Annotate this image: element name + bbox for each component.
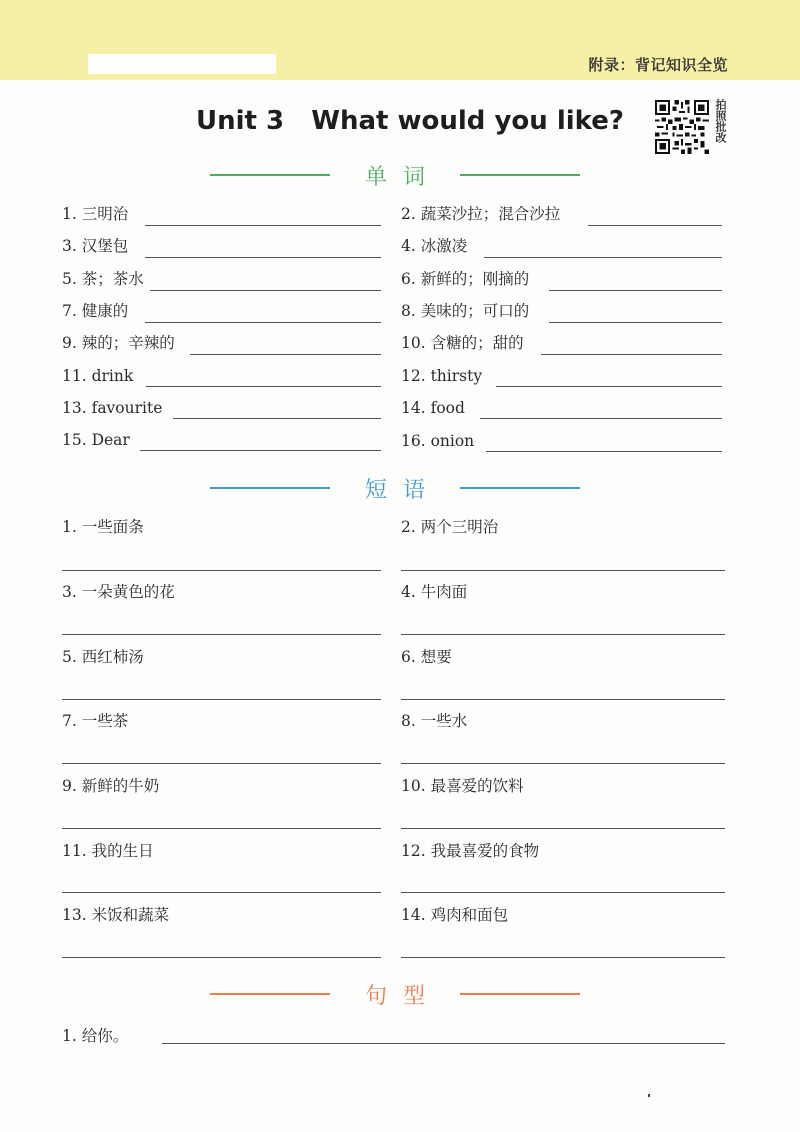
- word-answer-line[interactable]: [145, 322, 381, 323]
- phrase-answer-line[interactable]: [62, 957, 381, 958]
- word-answer-line[interactable]: [480, 418, 722, 419]
- phrase-answer-line[interactable]: [401, 570, 725, 571]
- phrase-answer-line[interactable]: [401, 763, 725, 764]
- section-head-words: [210, 160, 580, 190]
- word-item: 13. favourite: [62, 399, 163, 417]
- phrase-answer-line[interactable]: [62, 892, 381, 893]
- phrase-answer-line[interactable]: [401, 828, 725, 829]
- section-title-words: 单词: [364, 165, 441, 190]
- word-item: 12. thirsty: [401, 367, 483, 385]
- header-white-strip: [88, 54, 276, 74]
- section-title-sentences: 句型: [364, 984, 441, 1009]
- phrase-answer-line[interactable]: [401, 957, 725, 958]
- word-answer-line[interactable]: [496, 386, 722, 387]
- section-rule-left: [210, 993, 330, 995]
- word-item: 6. 新鲜的；刚摘的: [401, 270, 530, 288]
- phrase-answer-line[interactable]: [62, 570, 381, 571]
- section-rule-right: [460, 993, 580, 995]
- word-answer-line[interactable]: [549, 322, 722, 323]
- word-answer-line[interactable]: [150, 290, 381, 291]
- word-item: 5. 茶；茶水: [62, 270, 144, 288]
- section-rule-left: [210, 174, 330, 176]
- phrase-item: 11. 我的生日: [62, 842, 154, 860]
- word-item: 8. 美味的；可口的: [401, 302, 530, 320]
- word-answer-line[interactable]: [486, 451, 722, 452]
- word-answer-line[interactable]: [145, 225, 381, 226]
- phrase-item: 8. 一些水: [401, 712, 468, 730]
- phrase-answer-line[interactable]: [62, 763, 381, 764]
- word-answer-line[interactable]: [484, 257, 722, 258]
- word-answer-line[interactable]: [146, 386, 381, 387]
- word-item: 14. food: [401, 399, 465, 417]
- word-answer-line[interactable]: [541, 354, 722, 355]
- word-item: 2. 蔬菜沙拉；混合沙拉: [401, 205, 561, 223]
- phrase-answer-line[interactable]: [401, 699, 725, 700]
- qr-code-icon[interactable]: [655, 100, 709, 154]
- phrase-item: 4. 牛肉面: [401, 583, 468, 601]
- section-rule-right: [460, 487, 580, 489]
- word-item: 4. 冰激凌: [401, 237, 468, 255]
- word-answer-line[interactable]: [549, 290, 722, 291]
- phrase-item: 14. 鸡肉和面包: [401, 906, 509, 924]
- word-answer-line[interactable]: [588, 225, 722, 226]
- phrase-item: 13. 米饭和蔬菜: [62, 906, 170, 924]
- phrase-item: 10. 最喜爱的饮料: [401, 777, 524, 795]
- word-item: 10. 含糖的；甜的: [401, 334, 524, 352]
- phrase-item: 9. 新鲜的牛奶: [62, 777, 160, 795]
- phrase-item: 3. 一朵黄色的花: [62, 583, 175, 601]
- word-item: 7. 健康的: [62, 302, 129, 320]
- word-item: 15. Dear: [62, 431, 130, 449]
- section-head-sentences: [210, 979, 580, 1009]
- phrase-answer-line[interactable]: [401, 892, 725, 893]
- phrase-answer-line[interactable]: [62, 828, 381, 829]
- word-item: 9. 辣的；辛辣的: [62, 334, 175, 352]
- unit-title: Unit 3 What would you like?: [196, 106, 624, 136]
- phrase-item: 6. 想要: [401, 648, 452, 666]
- section-title-phrases: 短语: [364, 478, 441, 503]
- word-answer-line[interactable]: [190, 354, 381, 355]
- qr-label: 拍照批改: [714, 99, 727, 143]
- phrase-answer-line[interactable]: [62, 634, 381, 635]
- word-item: 16. onion: [401, 432, 475, 450]
- word-item: 3. 汉堡包: [62, 237, 129, 255]
- print-speck: [648, 1094, 650, 1097]
- phrase-item: 12. 我最喜爱的食物: [401, 842, 540, 860]
- word-answer-line[interactable]: [145, 257, 381, 258]
- section-rule-left: [210, 487, 330, 489]
- phrase-answer-line[interactable]: [401, 634, 725, 635]
- phrase-item: 5. 西红柿汤: [62, 648, 144, 666]
- section-head-phrases: [210, 473, 580, 503]
- sentence-item: 1. 给你。: [62, 1027, 129, 1045]
- word-answer-line[interactable]: [173, 418, 381, 419]
- word-item: 1. 三明治: [62, 205, 129, 223]
- phrase-item: 7. 一些茶: [62, 712, 129, 730]
- phrase-item: 1. 一些面条: [62, 518, 144, 536]
- sentence-answer-line[interactable]: [162, 1043, 725, 1044]
- word-item: 11. drink: [62, 367, 134, 385]
- appendix-label: 附录：背记知识全览: [588, 56, 728, 74]
- section-rule-right: [460, 174, 580, 176]
- phrase-item: 2. 两个三明治: [401, 518, 499, 536]
- phrase-answer-line[interactable]: [62, 699, 381, 700]
- word-answer-line[interactable]: [140, 450, 381, 451]
